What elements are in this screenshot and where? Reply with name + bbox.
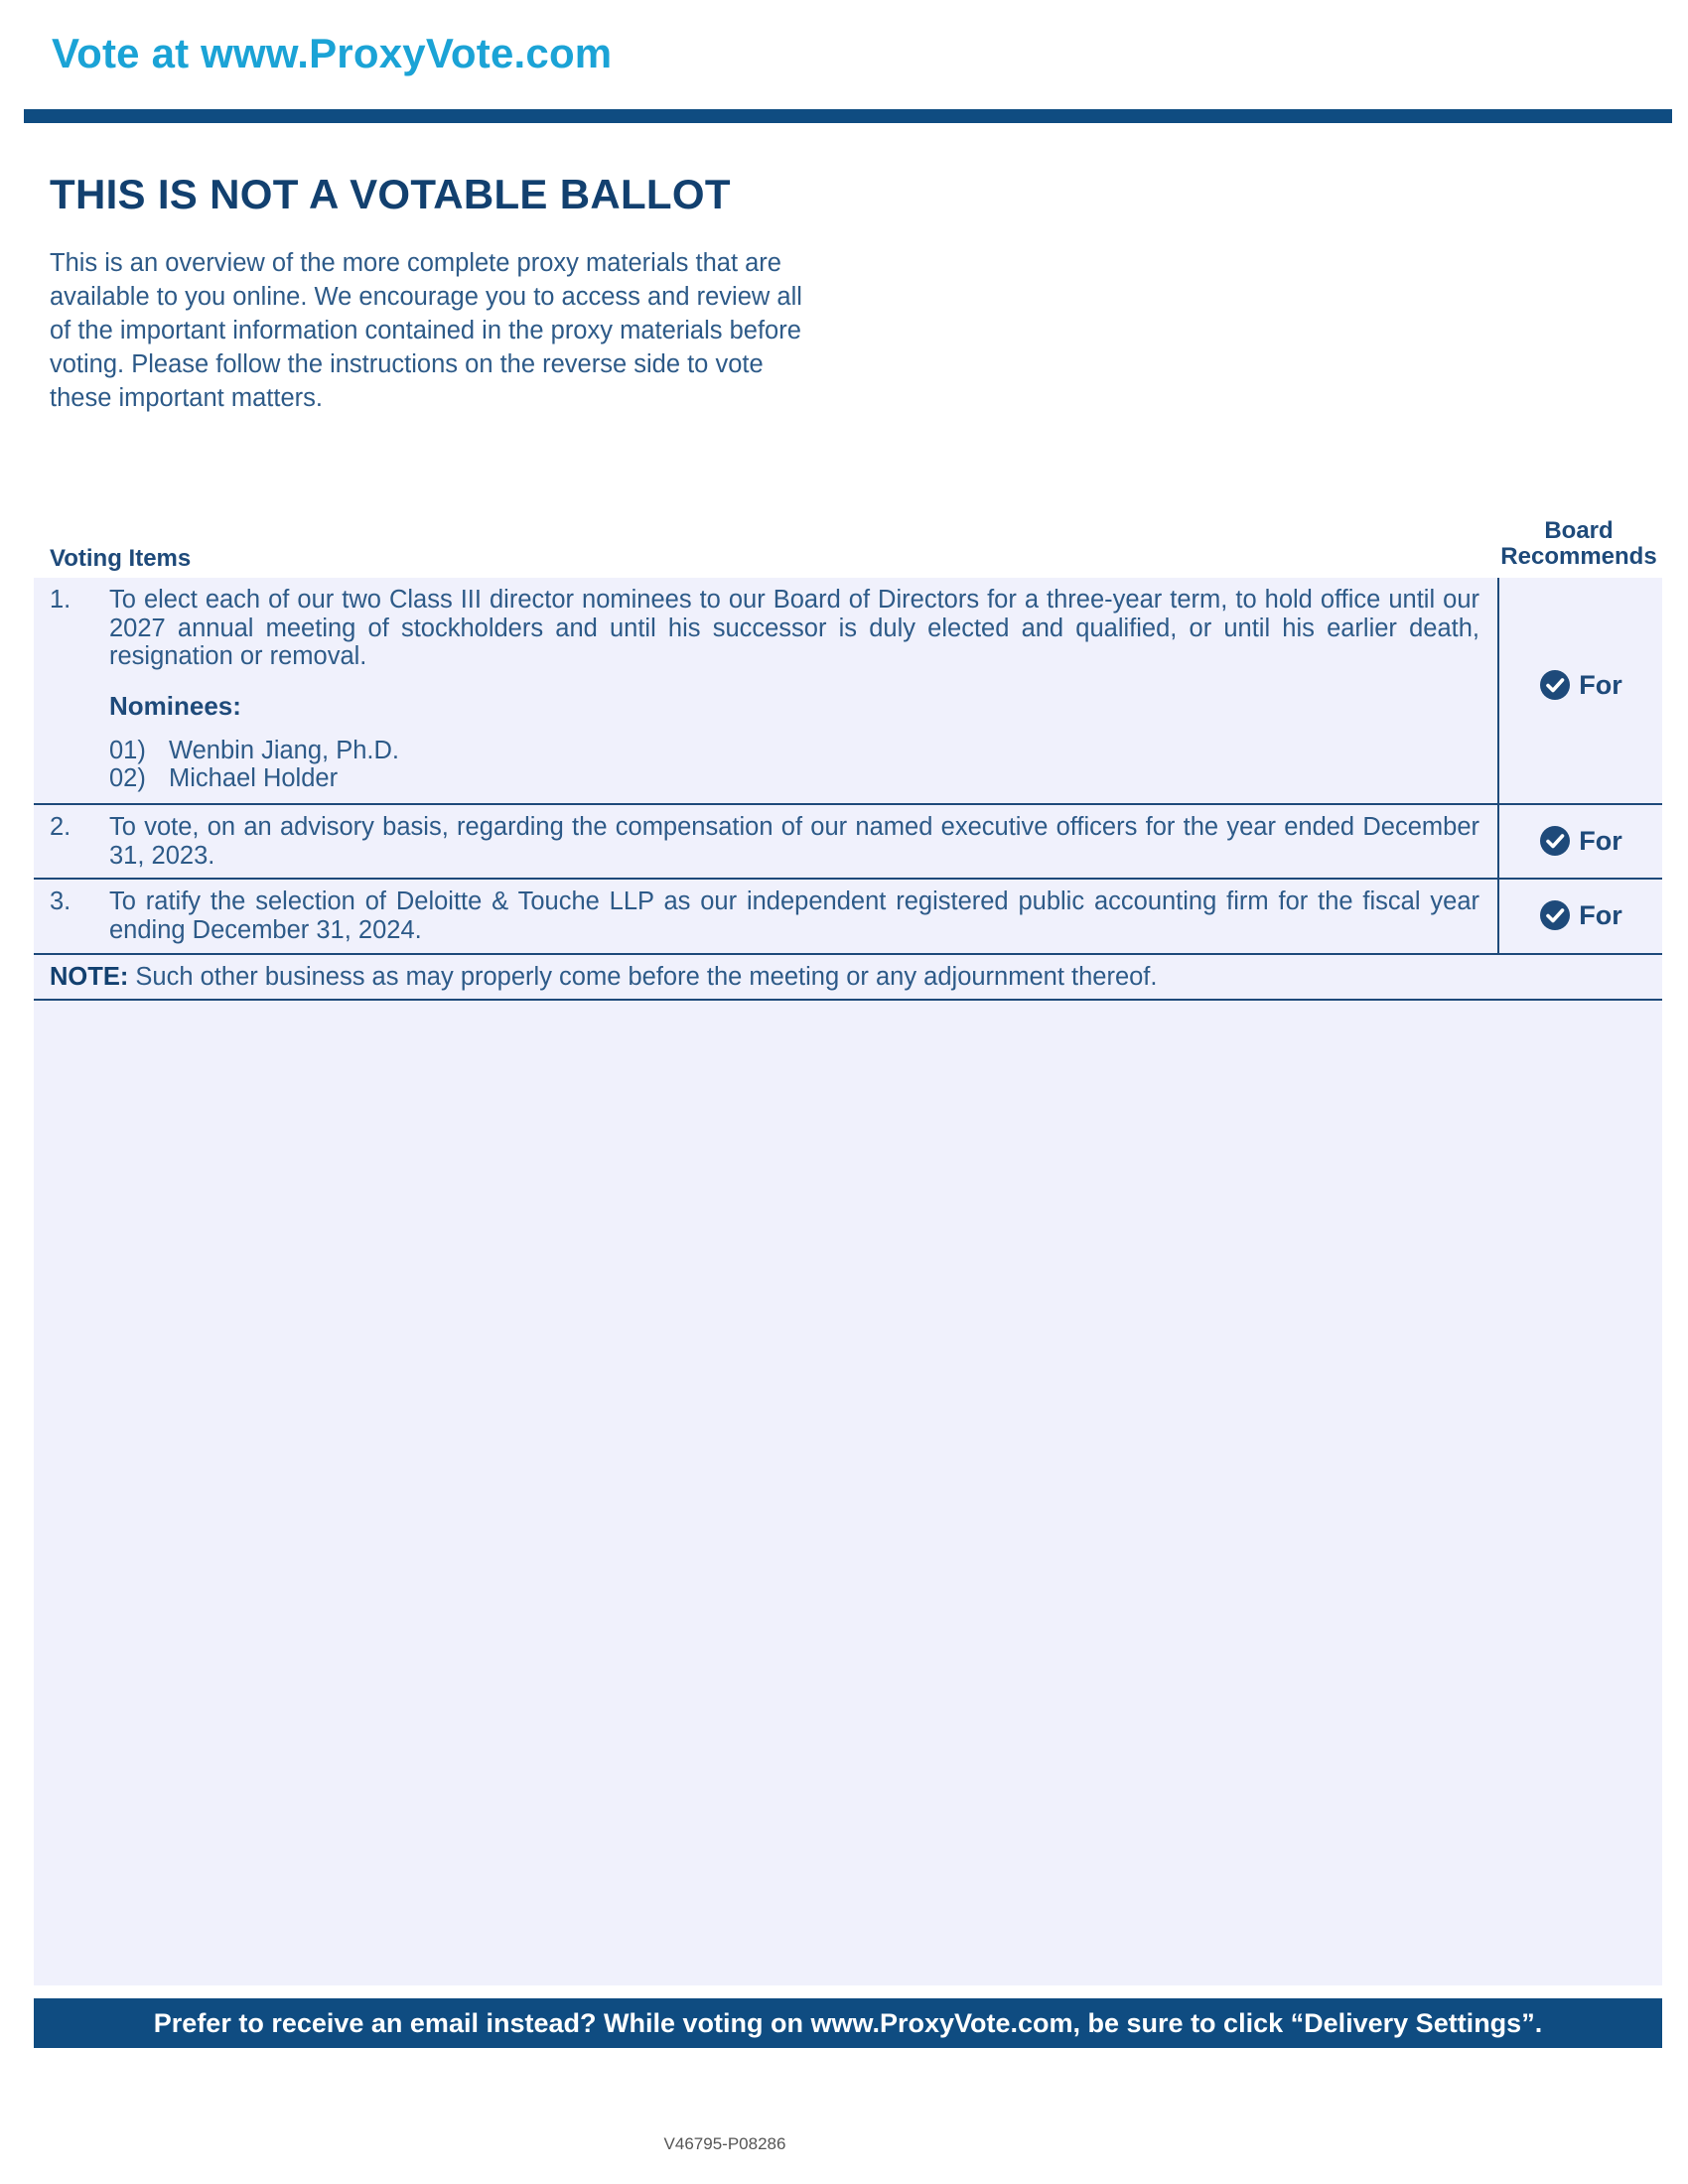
- item-number: 2.: [50, 813, 71, 841]
- check-circle-icon: [1539, 899, 1571, 931]
- item-text: To elect each of our two Class III director nominees to our Board of Directors for a three-year term, to hold office until our 2027 annual meeting of stockholders and until his successor is duly elected and qualified, or until his earlier death, resignation or removal.: [109, 586, 1479, 670]
- item-text: To ratify the selection of Deloitte & Touche LLP as our independent registered public accounting firm for the fiscal year ending December 31, 2024.: [109, 887, 1479, 944]
- recommendation: [1501, 899, 1660, 931]
- column-divider: [1497, 578, 1499, 803]
- column-divider: [1497, 880, 1499, 953]
- recommendation-label: For: [1579, 825, 1622, 856]
- delivery-settings-banner: Prefer to receive an email instead? While voting on www.ProxyVote.com, be sure to click “Delivery Settings”.: [34, 1998, 1662, 2048]
- item-text: To vote, on an advisory basis, regarding the compensation of our named executive officers for the year ended December 31, 2023.: [109, 813, 1479, 870]
- recommendation: [1501, 825, 1660, 857]
- board-recommends-line2: Recommends: [1500, 543, 1657, 570]
- nominee-code: 02): [109, 764, 146, 792]
- voting-item-1: [34, 578, 1662, 805]
- proxyvote-link[interactable]: Vote at www.ProxyVote.com: [52, 30, 613, 76]
- recommendation-label: For: [1579, 899, 1622, 930]
- intro-paragraph: This is an overview of the more complete proxy materials that are available to you online. We encourage you to access and review all of the important information contained in the proxy materials before voting. Please follow the instructions on the reverse side to vote these important matters.: [50, 249, 802, 412]
- item-number: 3.: [50, 887, 71, 915]
- board-recommends-line1: Board: [1544, 517, 1614, 544]
- check-circle-icon: [1539, 669, 1571, 701]
- board-recommends-header: [1489, 518, 1668, 570]
- note-body: Such other business as may properly come before the meeting or any adjournment thereof.: [128, 963, 1158, 991]
- item-number: 1.: [50, 586, 71, 614]
- nominee-code: 01): [109, 737, 146, 764]
- header-rule: [24, 109, 1672, 123]
- nominee-1: [109, 737, 399, 765]
- column-divider: [1497, 805, 1499, 878]
- page-title: THIS IS NOT A VOTABLE BALLOT: [50, 171, 731, 217]
- voting-item-2: [34, 805, 1662, 880]
- nominee-2: [109, 764, 338, 793]
- voting-items-header: Voting Items: [50, 545, 192, 572]
- voting-item-3: [34, 880, 1662, 955]
- note-label: NOTE:: [50, 963, 129, 991]
- nominee-name: Wenbin Jiang, Ph.D.: [169, 737, 399, 764]
- document-code: V46795-P08286: [663, 2134, 786, 2153]
- note-text: [50, 963, 1157, 992]
- nominees-label: Nominees:: [109, 691, 241, 721]
- check-circle-icon: [1539, 825, 1571, 857]
- note-row: [34, 955, 1662, 1001]
- recommendation: [1501, 669, 1660, 701]
- nominee-name: Michael Holder: [169, 764, 339, 792]
- recommendation-label: For: [1579, 669, 1622, 700]
